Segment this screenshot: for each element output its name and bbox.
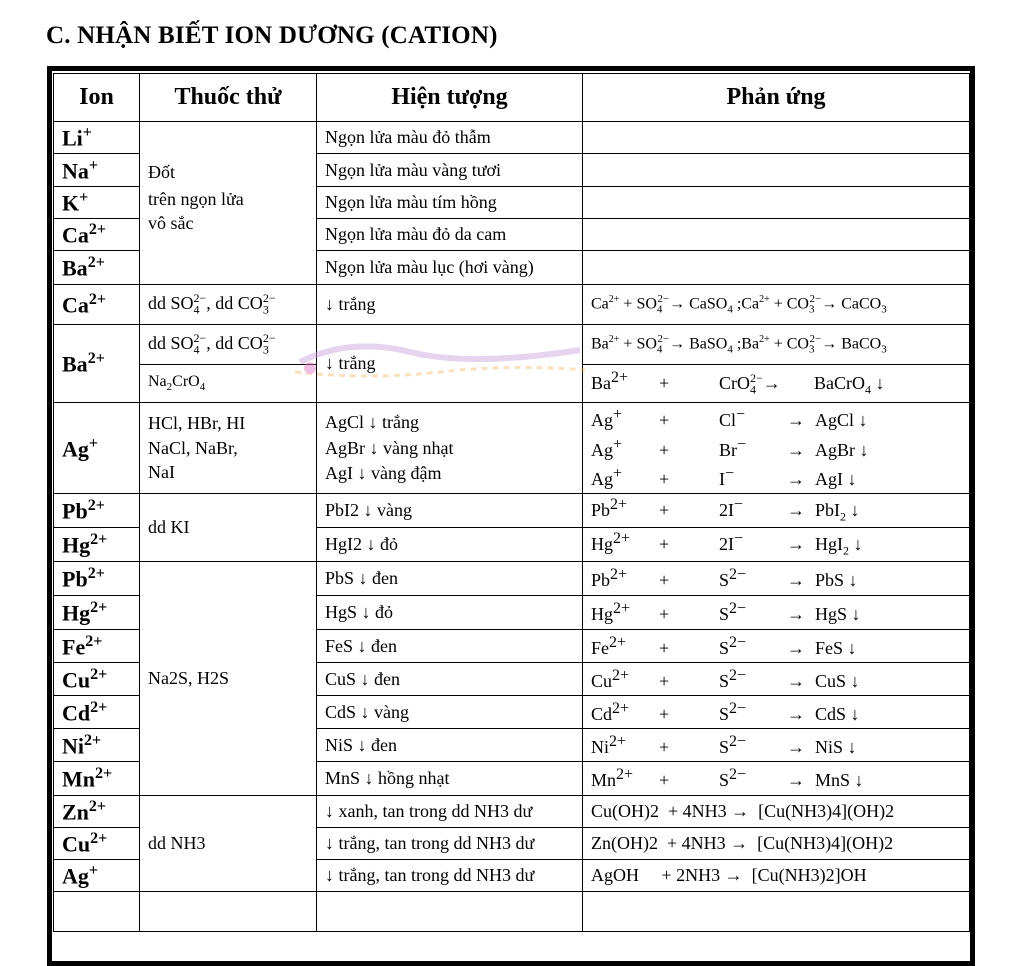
phenomenon-cell: CuS ↓ đen bbox=[317, 663, 583, 696]
table-row bbox=[54, 892, 970, 932]
reagent-cell: dd $SO_4^{2-}$, dd $CO_3^{2-}$ bbox=[140, 285, 317, 325]
header-phenomenon: Hiện tượng bbox=[317, 74, 583, 122]
reaction-cell: Cu(OH)2 + 4NH3 → [Cu(NH3)4](OH)2 bbox=[583, 796, 970, 828]
reaction-cell: $Ca^{2+} + SO_4^{2-}\to$ CaSO$_4$ $;Ca^{2+} + CO_3^{2-}\to$ CaCO$_3$ bbox=[583, 285, 970, 325]
phenomenon-cell: HgS ↓ đỏ bbox=[317, 596, 583, 630]
phenomenon-cell: Ngọn lửa màu vàng tươi bbox=[317, 154, 583, 187]
reaction-cell: $Pb^{2+}$ + $S^{2-}$ → PbS ↓ bbox=[583, 562, 970, 596]
ion-cell: Ag+ bbox=[54, 860, 140, 892]
ion-cell: K+ bbox=[54, 187, 140, 219]
phenomenon-cell bbox=[317, 892, 583, 932]
phenomenon-cell: FeS ↓ đen bbox=[317, 630, 583, 663]
phenomenon-cell: ↓ trắng bbox=[317, 325, 583, 403]
reaction-cell bbox=[583, 154, 970, 187]
ion-cell: $Mn^{2+}$ bbox=[54, 762, 140, 796]
ion-cell: $Ca^{2+}$ bbox=[54, 285, 140, 325]
phenomenon-cell: PbI2 ↓ vàng bbox=[317, 494, 583, 528]
header-reaction: Phản ứng bbox=[583, 74, 970, 122]
phenomenon-cell: ↓ trắng, tan trong dd NH3 dư bbox=[317, 828, 583, 860]
ion-cell: $Pb^{2+}$ bbox=[54, 562, 140, 596]
ion-cell: $Cd^{2+}$ bbox=[54, 696, 140, 729]
table-row bbox=[54, 122, 970, 154]
phenomenon-cell: Ngọn lửa màu đỏ thẫm bbox=[317, 122, 583, 154]
phenomenon-cell: ↓ trắng bbox=[317, 285, 583, 325]
reagent-cell: dd NH3 bbox=[140, 796, 317, 892]
reagent-cell: HCl, HBr, HI NaCl, NaBr, NaI bbox=[140, 403, 317, 494]
ion-cell bbox=[54, 892, 140, 932]
ion-cell: $Cu^{2+}$ bbox=[54, 828, 140, 860]
table-row bbox=[54, 285, 970, 325]
reaction-cell bbox=[583, 219, 970, 251]
reaction-cell: $Hg^{2+}$ + $S^{2-}$ → HgS ↓ bbox=[583, 596, 970, 630]
ion-cell: $Zn^{2+}$ bbox=[54, 796, 140, 828]
ion-cell: $Ba^{2+}$ bbox=[54, 251, 140, 285]
phenomenon-cell: HgI2 ↓ đỏ bbox=[317, 528, 583, 562]
reaction-cell: $Ba^{2+}$ + CrO$_4^{2-}$→ BaCrO$_4$ ↓ bbox=[583, 365, 970, 403]
ion-cell: $Cu^{2+}$ bbox=[54, 663, 140, 696]
reaction-cell: $Ba^{2+} + SO_4^{2-}\to$ BaSO$_4$ $;Ba^{2+} + CO_3^{2-}\to$ BaCO$_3$ bbox=[583, 325, 970, 365]
page-title: C. NHẬN BIẾT ION DƯƠNG (CATION) bbox=[46, 22, 498, 49]
phenomenon-cell: ↓ xanh, tan trong dd NH3 dư bbox=[317, 796, 583, 828]
cation-table bbox=[53, 73, 970, 932]
reaction-cell: AgOH + 2NH3 → [Cu(NH3)2]OH bbox=[583, 860, 970, 892]
reaction-cell bbox=[583, 187, 970, 219]
reaction-cell: $Mn^{2+}$ + $S^{2-}$ → MnS ↓ bbox=[583, 762, 970, 796]
reaction-cell bbox=[583, 892, 970, 932]
ion-cell: Li+ bbox=[54, 122, 140, 154]
ion-cell: Na+ bbox=[54, 154, 140, 187]
ion-cell: $Ca^{2+}$ bbox=[54, 219, 140, 251]
phenomenon-cell: AgCl ↓ trắng AgBr ↓ vàng nhạt AgI ↓ vàng đậm bbox=[317, 403, 583, 494]
ion-cell: Ag+ bbox=[54, 403, 140, 494]
table-row bbox=[54, 403, 970, 494]
table-row bbox=[54, 494, 970, 528]
header-ion: Ion bbox=[54, 74, 140, 122]
reagent-cell: Na2S, H2S bbox=[140, 562, 317, 796]
reaction-cell: $Ni^{2+}$ + $S^{2-}$ → NiS ↓ bbox=[583, 729, 970, 762]
table-row bbox=[54, 796, 970, 828]
reaction-cell: $Cd^{2+}$ + $S^{2-}$ → CdS ↓ bbox=[583, 696, 970, 729]
reaction-cell: Zn(OH)2 + 4NH3 → [Cu(NH3)4](OH)2 bbox=[583, 828, 970, 860]
reaction-cell: $Pb^{2+}$ + 2I− → PbI$_2$ ↓ bbox=[583, 494, 970, 528]
ion-cell: $Pb^{2+}$ bbox=[54, 494, 140, 528]
ion-cell: $Fe^{2+}$ bbox=[54, 630, 140, 663]
ion-cell: $Hg^{2+}$ bbox=[54, 528, 140, 562]
flame-reagent: Đốt trên ngọn lửa vô sắc bbox=[140, 122, 317, 285]
ion-cell: $Ni^{2+}$ bbox=[54, 729, 140, 762]
table-row bbox=[54, 562, 970, 596]
ion-cell: $Hg^{2+}$ bbox=[54, 596, 140, 630]
reagent-cell bbox=[140, 892, 317, 932]
phenomenon-cell: Ngọn lửa màu lục (hơi vàng) bbox=[317, 251, 583, 285]
reaction-cell: $Fe^{2+}$ + $S^{2-}$ → FeS ↓ bbox=[583, 630, 970, 663]
phenomenon-cell: Ngọn lửa màu tím hồng bbox=[317, 187, 583, 219]
reaction-cell: Ag+ + Cl− → AgCl ↓ Ag+ + Br− → AgBr ↓ Ag+ + I− → AgI ↓ bbox=[583, 403, 970, 494]
reaction-cell: $Hg^{2+}$ + 2I− → HgI$_2$ ↓ bbox=[583, 528, 970, 562]
reagent-cell: $Na_2CrO_4$ bbox=[140, 365, 317, 403]
phenomenon-cell: CdS ↓ vàng bbox=[317, 696, 583, 729]
table-row bbox=[54, 325, 970, 365]
phenomenon-cell: Ngọn lửa màu đỏ da cam bbox=[317, 219, 583, 251]
reaction-cell bbox=[583, 251, 970, 285]
header-reagent: Thuốc thử bbox=[140, 74, 317, 122]
phenomenon-cell: MnS ↓ hồng nhạt bbox=[317, 762, 583, 796]
phenomenon-cell: PbS ↓ đen bbox=[317, 562, 583, 596]
phenomenon-cell: NiS ↓ đen bbox=[317, 729, 583, 762]
reaction-cell bbox=[583, 122, 970, 154]
ion-cell: $Ba^{2+}$ bbox=[54, 325, 140, 403]
phenomenon-cell: ↓ trắng, tan trong dd NH3 dư bbox=[317, 860, 583, 892]
reagent-cell: dd $SO_4^{2-}$, dd $CO_3^{2-}$ bbox=[140, 325, 317, 365]
reagent-cell: dd KI bbox=[140, 494, 317, 562]
header-row bbox=[54, 74, 970, 122]
reaction-cell: $Cu^{2+}$ + $S^{2-}$ → CuS ↓ bbox=[583, 663, 970, 696]
